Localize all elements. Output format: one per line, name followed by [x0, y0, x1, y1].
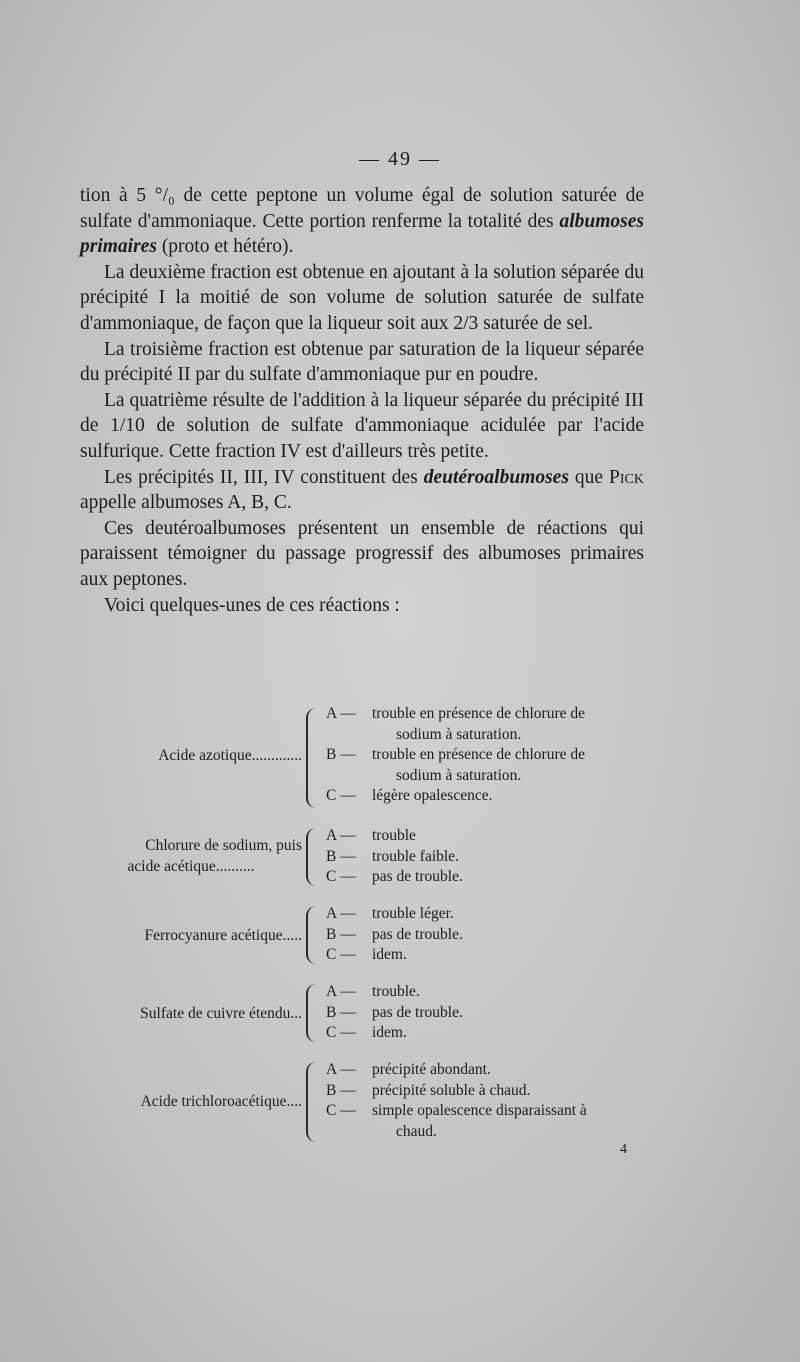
body-text — [80, 183, 644, 618]
result-text: trouble faible. — [372, 847, 459, 865]
result-key: C — — [326, 1024, 356, 1041]
paragraph-6: Ces deutéroalbumoses présentent un ensemble de réactions qui paraissent témoigner du passage progressif des albumoses primaires aux peptones. — [80, 517, 644, 590]
result-text: trouble léger. — [372, 905, 454, 922]
result-text: précipité abondant. — [372, 1061, 491, 1078]
page-number: — 49 — — [359, 148, 441, 170]
paragraph-5-mid: que — [568, 466, 610, 488]
paragraph-7: Voici quelques-unes de ces réactions : — [104, 594, 400, 616]
result-key: B — — [326, 746, 356, 763]
result-text: idem. — [372, 1024, 407, 1041]
brace-icon — [306, 708, 320, 808]
result-key: C — — [326, 1102, 356, 1119]
result-item — [326, 704, 652, 725]
result-text: précipité soluble à chaud. — [372, 1081, 531, 1099]
result-item — [326, 1101, 652, 1122]
result-text: idem. — [372, 946, 407, 963]
result-item — [326, 786, 652, 807]
paragraph-5-start: Les précipités II, III, IV constituent des — [104, 466, 424, 488]
brace-icon — [306, 906, 320, 964]
reaction-results — [326, 704, 652, 807]
author-name: Pick — [609, 466, 644, 488]
result-text: pas de trouble. — [372, 868, 463, 885]
result-key: A — — [326, 827, 356, 844]
brace-icon — [306, 984, 320, 1042]
paragraph-4: La quatrième résulte de l'addition à la liqueur séparée du précipité III de 1/10 de solution de sulfate d'ammoniaque acidulée par l'acide sulfurique. Cette fraction IV est d'ailleurs très petite. — [80, 389, 644, 462]
result-text: légère opalescence. — [372, 787, 493, 804]
result-item — [326, 745, 652, 766]
result-item — [326, 1003, 652, 1024]
reagent-label-line-2: acide acétique.......... — [127, 857, 255, 875]
result-text: trouble. — [372, 983, 420, 1000]
result-continuation: sodium à saturation. — [396, 766, 522, 784]
result-item — [326, 904, 652, 925]
result-item — [326, 945, 652, 966]
paragraph-3: La troisième fraction est obtenue par saturation de la liqueur séparée du précipité II par du sulfate d'ammoniaque pur en poudre. — [80, 338, 644, 386]
reaction-results — [326, 904, 652, 966]
result-text: pas de trouble. — [372, 1003, 463, 1021]
result-item — [326, 982, 652, 1003]
result-item — [326, 867, 652, 888]
paragraph-1 — [80, 183, 644, 260]
paragraph-2: La deuxième fraction est obtenue en ajoutant à la solution séparée du précipité I la moitié de son volume de solution saturée de sulfate d'ammoniaque, de façon que la liqueur soit aux 2/3 saturée de sel. — [80, 261, 644, 334]
reagent-label: Acide azotique............. — [158, 747, 302, 764]
reaction-results — [326, 982, 652, 1044]
brace-icon — [306, 1062, 320, 1142]
paragraph-1-text: tion à 5 °/₀ de cette peptone un volume égal de solution saturée de sulfate d'ammoniaque. Cette portion renferme la totalité des — [80, 185, 644, 232]
result-key: C — — [326, 868, 356, 885]
reaction-results — [326, 1060, 652, 1142]
result-text: trouble — [372, 827, 416, 844]
reagent-label — [80, 836, 302, 877]
albumoses-primaires-term: albumoses primaires — [80, 210, 644, 258]
reaction-row-chlorure-de-sodium — [80, 824, 652, 890]
result-key: C — — [326, 946, 356, 963]
reaction-row-ferrocyanure — [80, 902, 652, 968]
paragraph-5-end: appelle albumoses A, B, C. — [80, 492, 292, 514]
result-key: B — — [326, 1081, 356, 1099]
result-text: pas de trouble. — [372, 925, 463, 943]
result-continuation: chaud. — [396, 1122, 437, 1140]
result-item — [326, 1023, 652, 1044]
result-item — [326, 847, 652, 868]
reagent-label-line-1: Chlorure de sodium, puis — [145, 837, 302, 854]
result-key: B — — [326, 1003, 356, 1021]
paragraph-1-end: (proto et hétéro). — [156, 236, 294, 258]
result-key: A — — [326, 1061, 356, 1078]
reaction-row-sulfate-de-cuivre — [80, 980, 652, 1046]
signature-mark: 4 — [620, 1142, 627, 1157]
result-key: A — — [326, 983, 356, 1000]
result-item — [326, 1081, 652, 1102]
result-key: B — — [326, 925, 356, 943]
reaction-row-acide-trichloroacetique — [80, 1058, 652, 1144]
reagent-label: Ferrocyanure acétique..... — [144, 927, 302, 944]
result-key: A — — [326, 905, 356, 922]
deuteroalbumoses-term: deutéroalbumoses — [423, 466, 569, 488]
result-text: trouble en présence de chlorure de — [372, 746, 586, 763]
result-continuation: sodium à saturation. — [396, 725, 522, 743]
result-text: trouble en présence de chlorure de — [372, 705, 586, 722]
reaction-row-acide-azotique — [80, 704, 652, 812]
reagent-label: Acide trichloroacétique.... — [140, 1093, 302, 1110]
result-text: simple opalescence disparaissant à — [372, 1102, 587, 1119]
result-key: C — — [326, 787, 356, 804]
result-item — [326, 1060, 652, 1081]
brace-icon — [306, 828, 320, 886]
result-item — [326, 925, 652, 946]
reagent-label: Sulfate de cuivre étendu... — [140, 1005, 302, 1022]
result-key: A — — [326, 705, 356, 722]
paragraph-5 — [80, 465, 644, 516]
reaction-results — [326, 826, 652, 888]
result-item — [326, 826, 652, 847]
result-key: B — — [326, 847, 356, 865]
